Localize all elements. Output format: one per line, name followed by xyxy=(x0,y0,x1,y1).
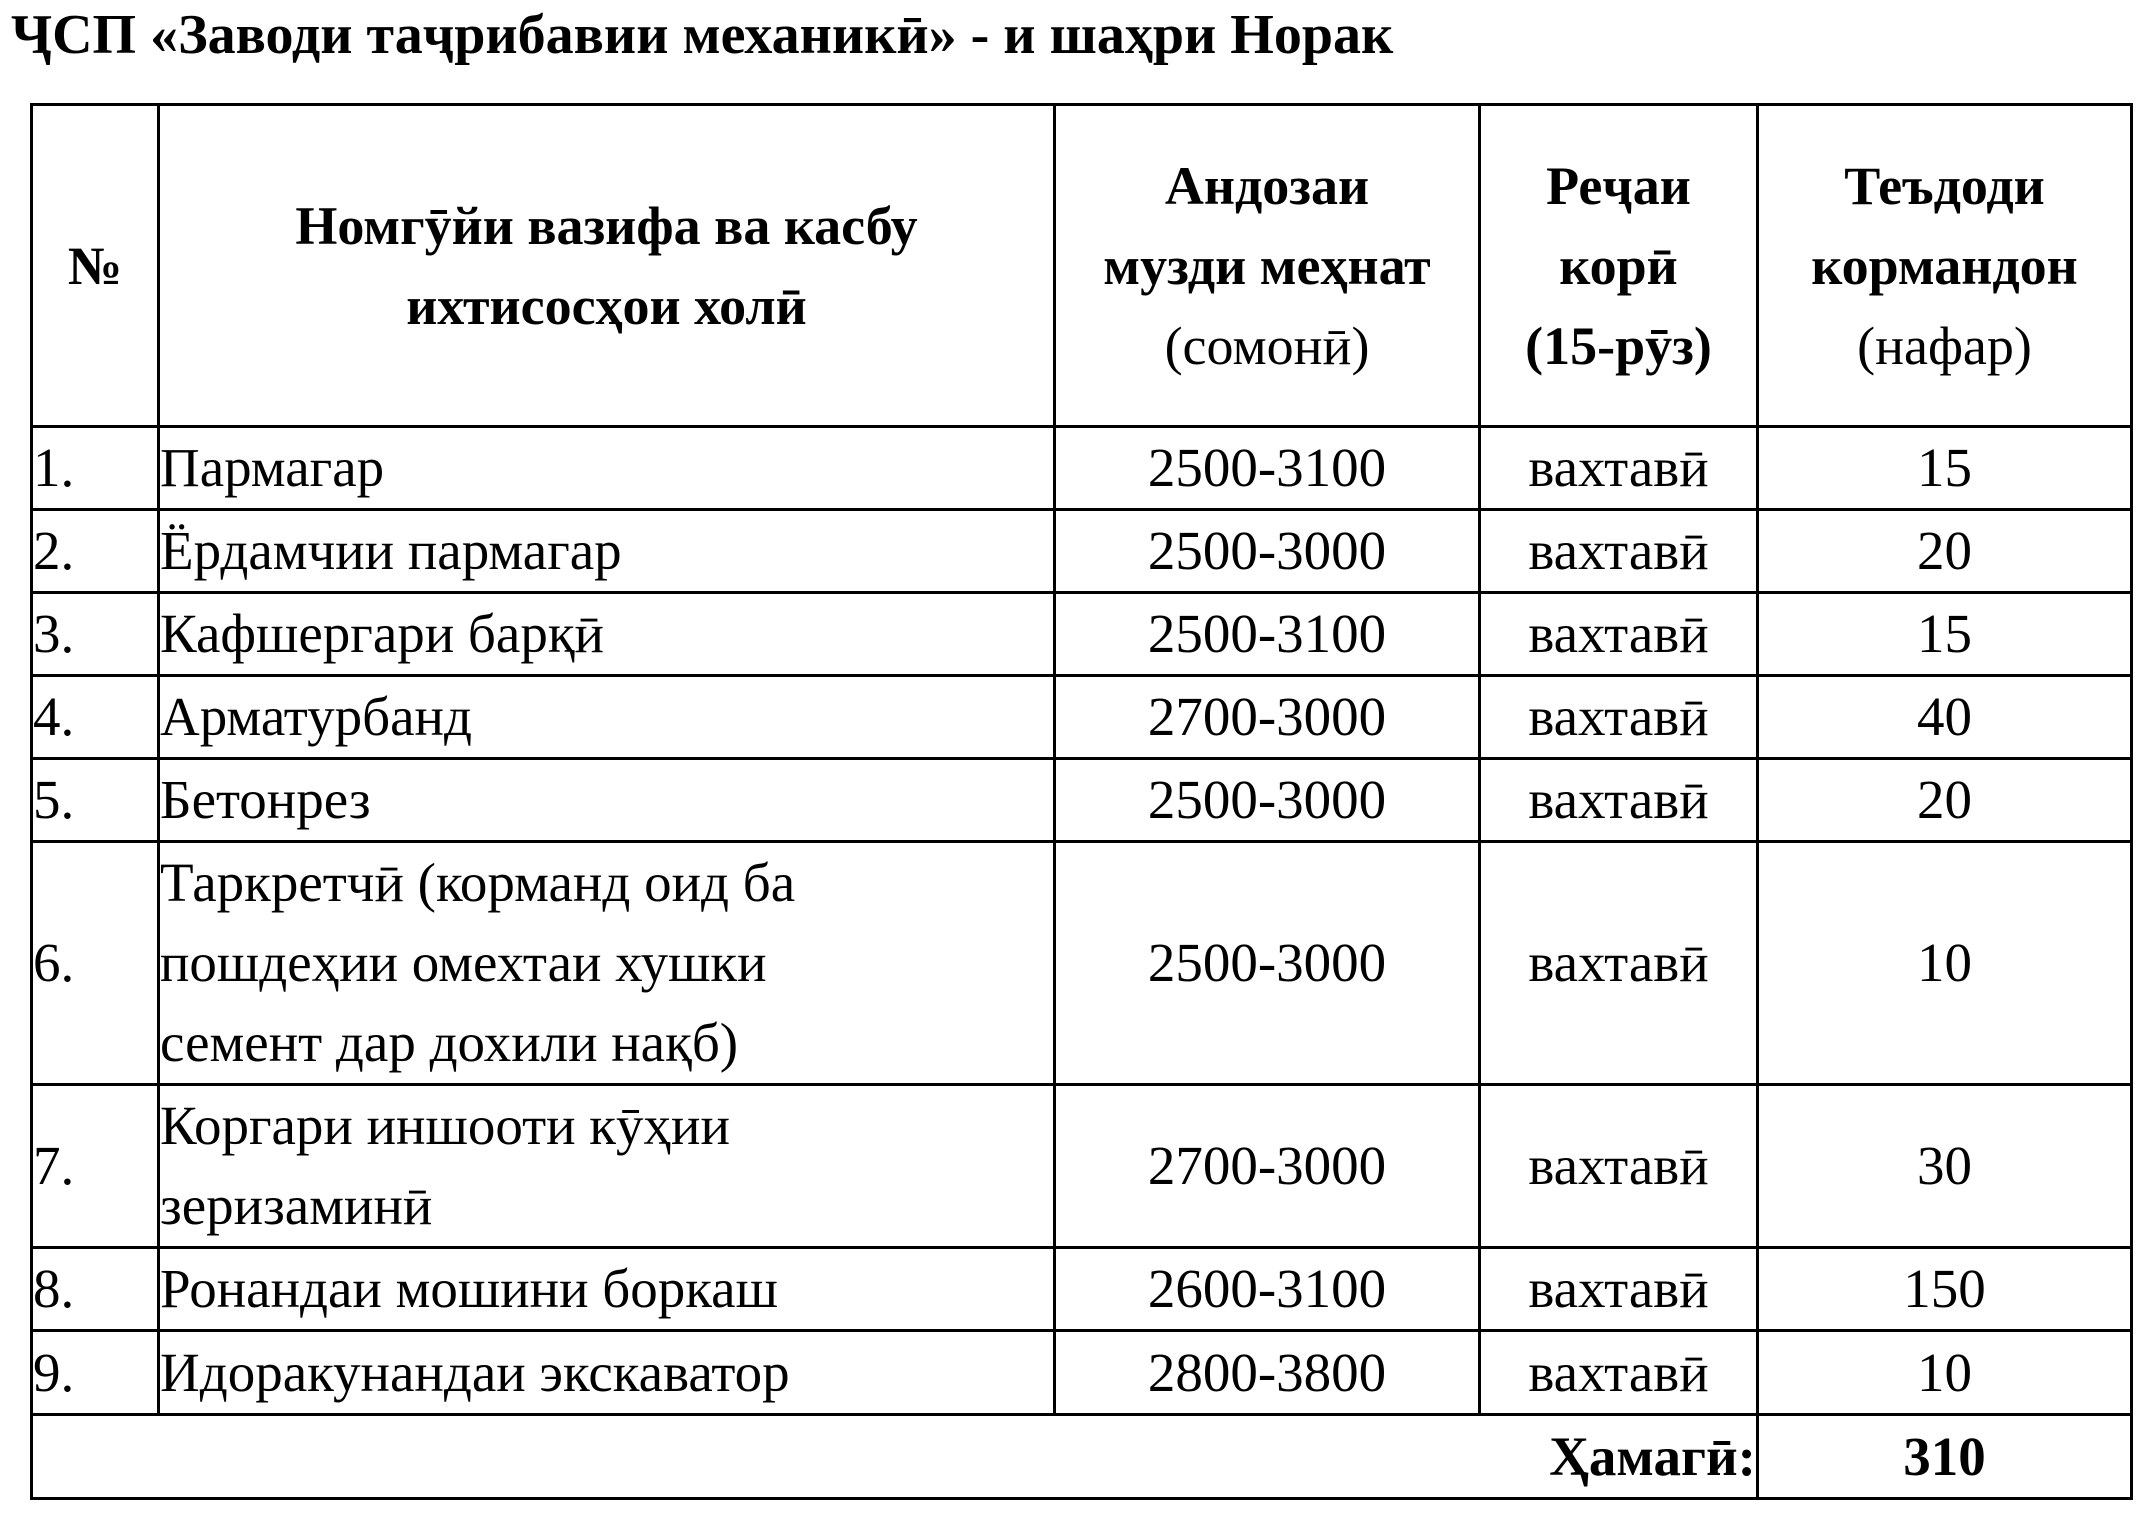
table-row xyxy=(32,676,2132,759)
row-position xyxy=(159,676,1055,759)
row-salary: 2500-3100 xyxy=(1055,427,1480,510)
row-position xyxy=(159,759,1055,842)
row-position-line: семент дар дохили нақб) xyxy=(160,1012,739,1073)
row-salary: 2500-3000 xyxy=(1055,842,1480,1085)
row-position-line: Ронандаи мошини боркаш xyxy=(160,1258,778,1319)
row-position-line: Пармагар xyxy=(160,437,385,498)
header-workers-line2: кормандон xyxy=(1811,235,2078,296)
row-count: 150 xyxy=(1758,1248,2132,1331)
header-salary-line2: музди меҳнат xyxy=(1103,235,1431,296)
row-position-line: пошдеҳии омехтаи хушки xyxy=(160,932,767,993)
row-position xyxy=(159,510,1055,593)
header-number: № xyxy=(32,105,159,427)
header-workers-line1: Теъдоди xyxy=(1844,155,2045,216)
row-count: 40 xyxy=(1758,676,2132,759)
header-position xyxy=(159,105,1055,427)
row-count: 10 xyxy=(1758,842,2132,1085)
total-row xyxy=(32,1415,2132,1499)
row-position xyxy=(159,427,1055,510)
row-position-line: Коргари иншооти кӯҳии xyxy=(160,1095,730,1156)
row-schedule: вахтавӣ xyxy=(1480,676,1758,759)
table-row xyxy=(32,759,2132,842)
row-number: 5. xyxy=(32,759,159,842)
row-schedule: вахтавӣ xyxy=(1480,510,1758,593)
row-number: 2. xyxy=(32,510,159,593)
header-position-line1: Номгӯйи вазифа ва касбу xyxy=(295,195,918,256)
header-row xyxy=(32,105,2132,427)
table-row xyxy=(32,1085,2132,1248)
row-number: 9. xyxy=(32,1331,159,1415)
row-number: 7. xyxy=(32,1085,159,1248)
row-position xyxy=(159,1248,1055,1331)
row-salary: 2500-3100 xyxy=(1055,593,1480,676)
header-workers xyxy=(1758,105,2132,427)
row-number: 1. xyxy=(32,427,159,510)
header-schedule-line1: Реҷаи xyxy=(1546,155,1691,216)
header-salary-unit: (сомонӣ) xyxy=(1164,315,1370,376)
row-count: 10 xyxy=(1758,1331,2132,1415)
row-position-line: зеризаминӣ xyxy=(160,1175,433,1236)
header-workers-unit: (нафар) xyxy=(1857,315,2032,376)
row-salary: 2500-3000 xyxy=(1055,759,1480,842)
row-number: 8. xyxy=(32,1248,159,1331)
header-schedule-line3: (15-рӯз) xyxy=(1525,315,1712,376)
row-schedule: вахтавӣ xyxy=(1480,593,1758,676)
row-position-line: Таркретчӣ (корманд оид ба xyxy=(160,852,796,913)
page-title: ҶСП «Заводи таҷрибавии механикӣ» - и шаҳри Норак xyxy=(11,4,1394,66)
row-position-line: Арматурбанд xyxy=(160,686,472,747)
row-number: 4. xyxy=(32,676,159,759)
table-row xyxy=(32,427,2132,510)
row-position xyxy=(159,1085,1055,1248)
row-salary: 2800-3800 xyxy=(1055,1331,1480,1415)
header-schedule-line2: корӣ xyxy=(1559,235,1678,296)
row-salary: 2700-3000 xyxy=(1055,676,1480,759)
row-position-line: Кафшергари барқӣ xyxy=(160,603,604,664)
row-salary: 2600-3100 xyxy=(1055,1248,1480,1331)
row-salary: 2500-3000 xyxy=(1055,510,1480,593)
row-salary: 2700-3000 xyxy=(1055,1085,1480,1248)
row-count: 30 xyxy=(1758,1085,2132,1248)
header-schedule xyxy=(1480,105,1758,427)
header-salary xyxy=(1055,105,1480,427)
row-schedule: вахтавӣ xyxy=(1480,759,1758,842)
total-label: Ҳамагӣ: xyxy=(32,1415,1758,1499)
row-count: 15 xyxy=(1758,427,2132,510)
row-position xyxy=(159,1331,1055,1415)
row-position-line: Бетонрез xyxy=(160,769,371,830)
table-row xyxy=(32,1331,2132,1415)
row-number: 6. xyxy=(32,842,159,1085)
row-count: 20 xyxy=(1758,510,2132,593)
table-row xyxy=(32,842,2132,1085)
row-count: 20 xyxy=(1758,759,2132,842)
table-row xyxy=(32,510,2132,593)
row-position xyxy=(159,593,1055,676)
row-count: 15 xyxy=(1758,593,2132,676)
row-schedule: вахтавӣ xyxy=(1480,427,1758,510)
table-row xyxy=(32,593,2132,676)
row-schedule: вахтавӣ xyxy=(1480,1085,1758,1248)
row-schedule: вахтавӣ xyxy=(1480,1248,1758,1331)
row-position-line: Идоракунандаи экскаватор xyxy=(160,1341,790,1403)
row-position-line: Ёрдамчии пармагар xyxy=(160,520,622,581)
table-row xyxy=(32,1248,2132,1331)
row-schedule: вахтавӣ xyxy=(1480,842,1758,1085)
header-salary-line1: Андозаи xyxy=(1164,155,1370,216)
row-position xyxy=(159,842,1055,1085)
header-position-line2: ихтисосҳои холӣ xyxy=(406,275,807,336)
vacancy-table xyxy=(30,103,2133,1500)
row-number: 3. xyxy=(32,593,159,676)
row-schedule: вахтавӣ xyxy=(1480,1331,1758,1415)
total-value: 310 xyxy=(1758,1415,2132,1499)
